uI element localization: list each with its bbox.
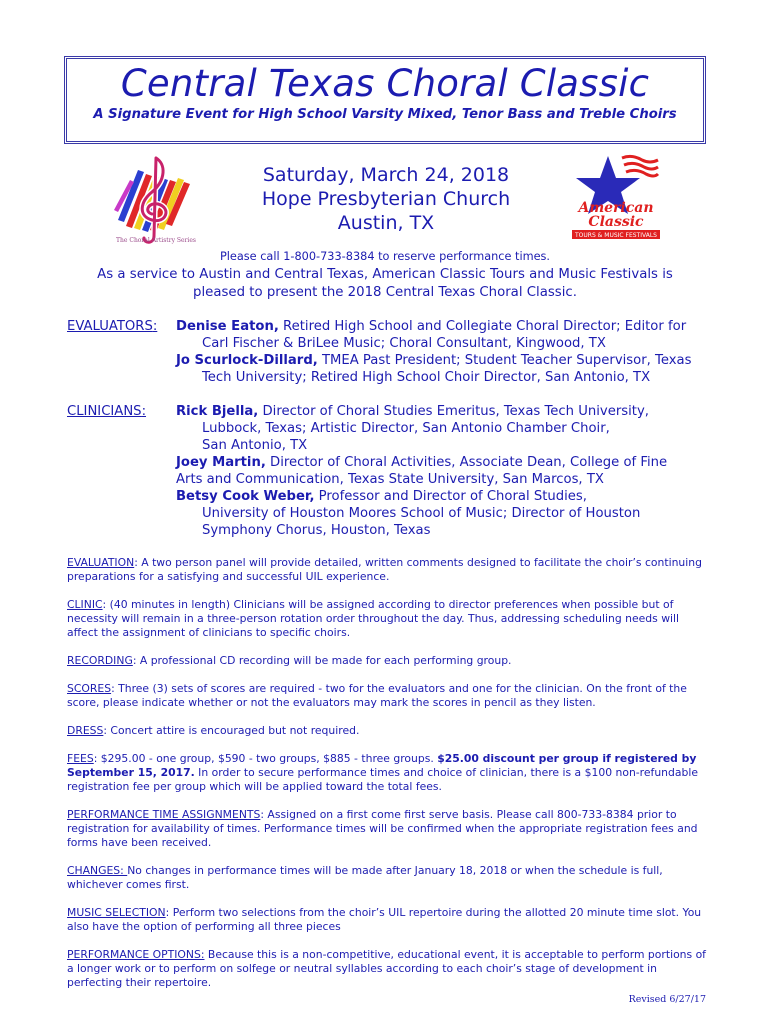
performance-options-paragraph: PERFORMANCE OPTIONS: Because this is a non-competitive, educational event, it is acceptable to perform portions of a longer work or to perform on solfege or neutral syllables according to each choir’s stage of development in perfecting their repertoire. (67, 948, 706, 989)
american-classic-line2: Classic (588, 214, 644, 230)
evaluator-entry: Jo Scurlock-Dillard, TMEA Past President; Student Teacher Supervisor, Texas Tech University; Retired High School Choir Director, San Antonio, TX (176, 353, 692, 385)
event-details (200, 163, 572, 235)
call-to-reserve: Please call 1-800-733-8384 to reserve performance times. (219, 250, 551, 263)
flag-stripes-icon (622, 156, 658, 176)
performance-time-paragraph: PERFORMANCE TIME ASSIGNMENTS: Assigned on a first come first serve basis. Please call 800-733-8384 prior to registration for availability of times. Performance times will be confirmed when the appropriate registration fees and forms have been received. (67, 808, 698, 849)
event-date: Saturday, March 24, 2018 (262, 164, 510, 186)
performance-options-label: PERFORMANCE OPTIONS: (67, 948, 205, 961)
clinic-label: CLINIC (67, 598, 103, 611)
clinician-entry: Rick Bjella, Director of Choral Studies Emeritus, Texas Tech University, Lubbock, Texas; Artistic Director, San Antonio Chamber Choir, San Antonio, TX (176, 404, 649, 453)
recording-label: RECORDING (67, 654, 133, 667)
clinician-name: Joey Martin, (176, 455, 266, 470)
evaluators-section (67, 318, 707, 388)
evaluators-list (176, 318, 736, 386)
evaluation-paragraph: EVALUATION: A two person panel will provide detailed, written comments designed to facilitate the choir’s continuing preparations for a satisfying and successful UIL experience. (67, 556, 702, 583)
event-subtitle: A Signature Event for High School Varsity Mixed, Tenor Bass and Treble Choirs (93, 107, 677, 122)
clinicians-section (67, 403, 707, 543)
fees-discount: $25.00 discount per group if registered by September 15, 2017. (67, 752, 697, 779)
clinicians-label: CLINICIANS: (67, 404, 147, 419)
scores-paragraph: SCORES: Three (3) sets of scores are required - two for the evaluators and one for the clinician. On the front of the score, please indicate whether or not the evaluators may mark the scores in pencil as they listen. (67, 682, 687, 709)
clinicians-list (176, 403, 736, 539)
evaluation-label: EVALUATION (67, 556, 135, 569)
service-line-2: pleased to present the 2018 Central Texas Choral Classic. (193, 285, 577, 300)
american-classic-line1: American (578, 200, 654, 216)
title-box (64, 56, 706, 144)
dress-paragraph: DRESS: Concert attire is encouraged but not required. (67, 724, 360, 737)
event-venue: Hope Presbyterian Church (261, 188, 511, 210)
service-statement (60, 266, 710, 302)
clinic-paragraph: CLINIC: (40 minutes in length) Clinicians will be assigned according to director preferences when possible but of necessity will remain in a three-person rotation order throughout the day. Thus, addressing scheduling needs will affect the assignment of clinicians to specific choirs. (67, 598, 680, 639)
recording-paragraph: RECORDING: A professional CD recording will be made for each performing group. (67, 654, 512, 667)
fees-label: FEES (67, 752, 94, 765)
scores-label: SCORES (67, 682, 112, 695)
music-selection-label: MUSIC SELECTION (67, 906, 166, 919)
fees-paragraph: FEES: $295.00 - one group, $590 - two groups, $885 - three groups. $25.00 discount per group if registered by September 15, 2017. In order to secure performance times and choice of clinician, there is a $100 non-refundable registration fee per group which will be applied toward the total fees. (67, 752, 698, 793)
event-city: Austin, TX (337, 212, 435, 234)
performance-time-label: PERFORMANCE TIME ASSIGNMENTS (67, 808, 261, 821)
evaluator-name: Jo Scurlock-Dillard, (176, 353, 318, 368)
revised-date: Revised 6/27/17 (628, 994, 706, 1005)
evaluator-name: Denise Eaton, (176, 319, 279, 334)
clinician-name: Rick Bjella, (176, 404, 259, 419)
changes-label: CHANGES: (67, 864, 128, 877)
event-title: Central Texas Choral Classic (120, 62, 650, 105)
evaluator-entry: Denise Eaton, Retired High School and Collegiate Choral Director; Editor for Carl Fischer & BriLee Music; Choral Consultant, Kingwood, TX (176, 319, 687, 351)
service-line-1: As a service to Austin and Central Texas, American Classic Tours and Music Festivals is (97, 267, 673, 282)
american-classic-tagline: TOURS & MUSIC FESTIVALS (575, 232, 657, 239)
clinician-name: Betsy Cook Weber, (176, 489, 315, 504)
clinician-entry: Joey Martin, Director of Choral Activities, Associate Dean, College of Fine Arts and Communication, Texas State University, San Marcos, TX (176, 455, 668, 487)
dress-label: DRESS (67, 724, 104, 737)
evaluators-label: EVALUATORS: (67, 319, 158, 334)
clinician-entry: Betsy Cook Weber, Professor and Director of Choral Studies, University of Houston Moores School of Music; Director of Houston Symphony Chorus, Houston, Texas (176, 489, 641, 538)
choral-artistry-caption: The Choral Artistry Series (116, 237, 196, 244)
american-classic-logo (570, 152, 662, 242)
music-selection-paragraph: MUSIC SELECTION: Perform two selections from the choir’s UIL repertoire during the allotted 20 minute time slot. You also have the option of performing all three pieces (67, 906, 702, 933)
changes-paragraph: CHANGES: No changes in performance times will be made after January 18, 2018 or when the schedule is full, whichever comes first. (67, 864, 663, 891)
